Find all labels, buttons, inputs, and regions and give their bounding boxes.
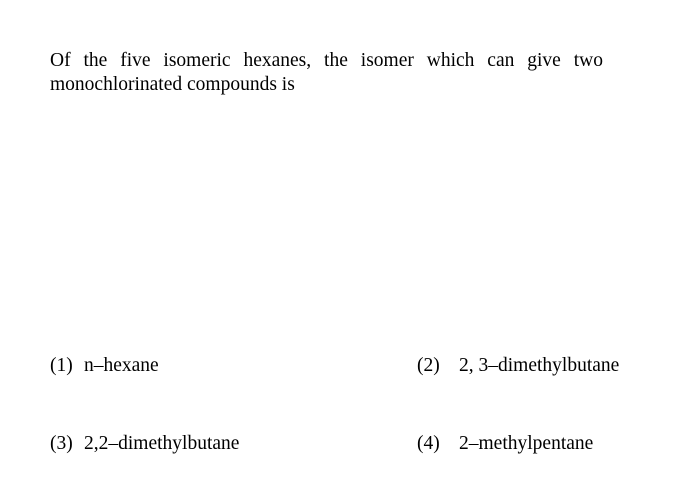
question-text: Of the five isomeric hexanes, the isomer which can give two monochlorinated compounds is — [50, 50, 603, 95]
option-3-text: 2,2–dimethylbutane — [84, 433, 240, 454]
option-4-number: (4) — [417, 433, 440, 454]
option-2[interactable] — [417, 354, 619, 378]
option-3-number: (3) — [50, 433, 73, 454]
option-1[interactable] — [50, 354, 159, 378]
option-4-text: 2–methylpentane — [459, 433, 594, 454]
option-1-number: (1) — [50, 355, 73, 376]
option-2-text: 2, 3–dimethylbutane — [459, 355, 620, 376]
option-3[interactable] — [50, 432, 239, 456]
option-2-number: (2) — [417, 355, 440, 376]
option-1-text: n–hexane — [84, 355, 159, 376]
option-4[interactable] — [417, 432, 593, 456]
